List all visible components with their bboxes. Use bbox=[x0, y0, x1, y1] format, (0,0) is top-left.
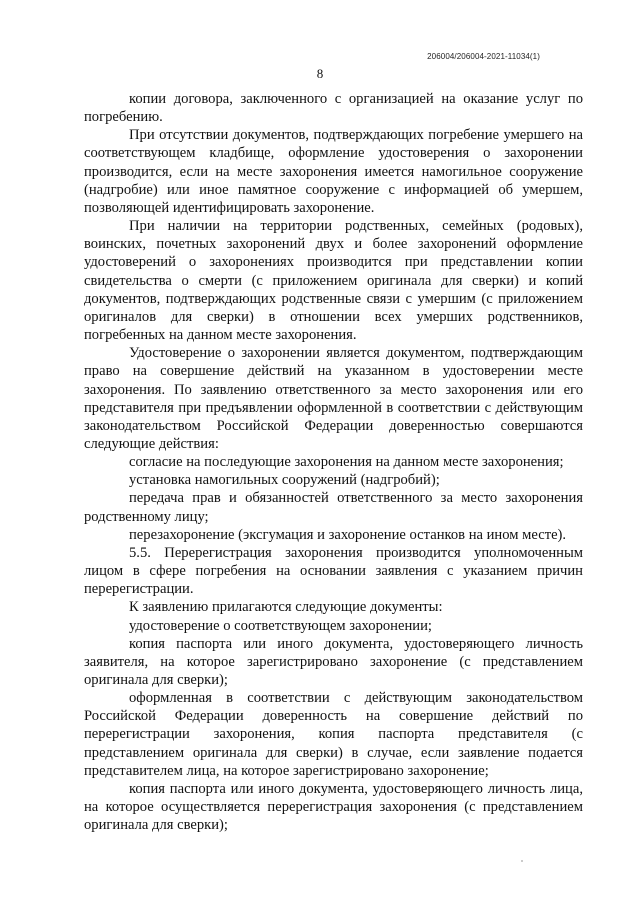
list-item-certificate: удостоверение о соответствующем захоронении; bbox=[129, 617, 432, 634]
list-item-consent: согласие на последующие захоронения на данном месте захоронения; bbox=[129, 454, 564, 471]
document-reference-number: 206004/206004-2021-11034(1) bbox=[427, 52, 540, 61]
paragraph-attached-documents: К заявлению прилагаются следующие документы: bbox=[129, 599, 443, 616]
list-item-power-of-attorney: оформленная в соответствии с действующим законодательством Российской Федерации доверенность на совершение действий по перерегистрации захоронения, копия паспорта представителя (с представлением оригинала для сверки) в случае, если заявление подается представителем лица, на которое зарегистрировано захоронение; bbox=[84, 690, 583, 779]
page-number: 8 bbox=[316, 66, 324, 81]
paragraph-section-5-5: 5.5. Перерегистрация захоронения производится уполномоченным лицом в сфере погребения на основании заявления с указанием причин перерегистрации. bbox=[84, 544, 583, 598]
list-item-tombstone: установка намогильных сооружений (надгробий); bbox=[129, 472, 440, 489]
list-item-transfer-rights: передача прав и обязанностей ответственного за место захоронения родственному лицу; bbox=[84, 490, 583, 525]
list-item-reburial: перезахоронение (эксгумация и захоронение останков на ином месте). bbox=[129, 526, 567, 543]
paragraph-contract-copy: копии договора, заключенного с организацией на оказание услуг по погребению. bbox=[84, 91, 583, 126]
paragraph-burial-certificate: Удостоверение о захоронении является документом, подтверждающим право на совершение действий на указанном в удостоверении месте захоронения. По заявлению ответственного за место захоронения или его представителя при предъявлении оформленной в соответствии с действующим законодательством Российской Федерации доверенностью совершаются следующие действия: bbox=[84, 345, 583, 452]
list-item-new-holder-passport: копия паспорта или иного документа, удостоверяющего личность лица, на которое осуществляется перерегистрация захоронения (с представлением оригинала для сверки); bbox=[84, 780, 583, 834]
list-item-applicant-passport: копия паспорта или иного документа, удостоверяющего личность заявителя, на которое зарегистрировано захоронение (с представлением оригинала для сверки); bbox=[84, 635, 583, 688]
scan-speck bbox=[521, 860, 523, 862]
paragraph-family-burials: При наличии на территории родственных, семейных (родовых), воинских, почетных захоронений двух и более захоронений оформление удостоверений о захоронениях производится при представлении копии свидетельства о смерти (с приложением оригинала для сверки) и копий документов, подтверждающих родственные связи с умершим (с приложением оригиналов для сверки) в отношении всех умерших родственников, погребенных на данном месте захоронения. bbox=[84, 218, 583, 344]
document-body bbox=[84, 90, 583, 834]
paragraph-no-burial-documents: При отсутствии документов, подтверждающих погребение умершего на соответствующем кладбище, оформление удостоверения о захоронении производится, если на месте захоронения имеется намогильное сооружение (надгробие) или иное памятное сооружение с информацией об умершем, позволяющей идентифицировать захоронение. bbox=[84, 127, 583, 216]
